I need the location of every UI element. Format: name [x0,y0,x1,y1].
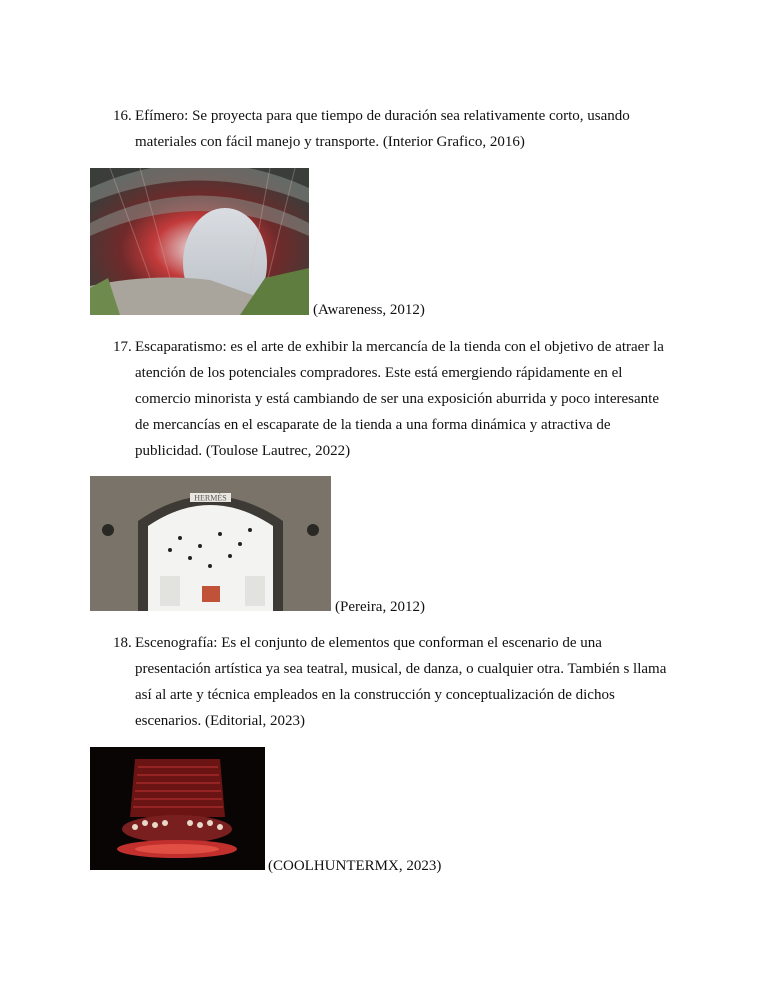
item-text-line: presentación artística ya sea teatral, musical, de danza, o cualquier otra. También s llama [135,661,667,677]
item-text-line: atención de los potenciales compradores. Este está emergiendo rápidamente en el [135,365,623,381]
image-caption: (COOLHUNTERMX, 2023) [268,858,442,874]
item-text-line: comercio minorista y está cambiando de ser una exposición aburrida y poco interesante [135,391,659,407]
list-item-18 [113,630,673,734]
item-number: 17. [113,339,132,355]
item-text-line: así al arte y técnica empleados en la construcción y conceptualización de dichos [135,687,615,703]
item-text-line: de mercancías en el escaparate de la tienda a una forma dinámica y atractiva de [135,417,611,433]
stage-set-image [90,747,265,870]
item-text-line: Escaparatismo: es el arte de exhibir la mercancía de la tienda con el objetivo de atraer la [135,339,664,355]
store-window-image [90,476,331,611]
list-item-16 [113,103,673,155]
item-text-line: publicidad. (Toulose Lautrec, 2022) [135,443,351,459]
item-text-line: Efímero: Se proyecta para que tiempo de duración sea relativamente corto, usando [135,108,630,124]
list-item-17 [113,334,673,464]
image-caption: (Pereira, 2012) [335,599,425,615]
item-text-line: Escenografía: Es el conjunto de elementos que conforman el escenario de una [135,635,602,651]
ephemeral-tunnel-image [90,168,309,315]
item-text-line: materiales con fácil manejo y transporte. (Interior Grafico, 2016) [135,134,525,150]
item-text-line: escenarios. (Editorial, 2023) [135,713,305,729]
store-sign-text: HERMÈS [194,493,227,503]
image-caption: (Awareness, 2012) [313,302,425,318]
item-number: 16. [113,108,132,124]
item-number: 18. [113,635,132,651]
